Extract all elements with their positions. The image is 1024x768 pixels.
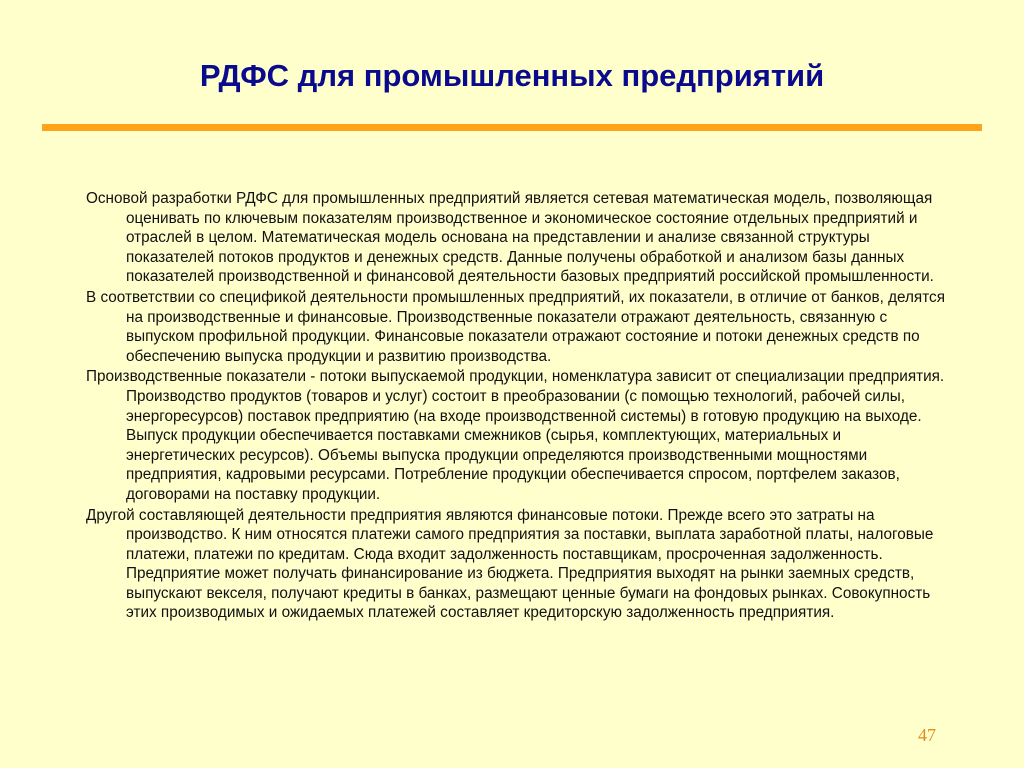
paragraph-production: Производственные показатели - потоки выпускаемой продукции, номенклатура зависит от специализации предприятия. Производство продуктов (товаров и услуг) состоит в преобразовании (с помощью технологий, рабочей силы, энергоресурсов) поставок предприятию (на входе производственной системы) в готовую продукцию на выходе. Выпуск продукции обеспечивается поставками смежников (сырья, комплектующих, материальных и энергетических ресурсов). Объемы выпуска продукции определяются производственными мощностями предприятия, кадровыми ресурсами. Потребление продукции обеспечивается спросом, портфелем заказов, договорами на поставку продукции. [86,368,945,503]
slide-body [86,189,954,623]
paragraph-finance: Другой составляющей деятельности предприятия являются финансовые потоки. Прежде всего это затраты на производство. К ним относятся платежи самого предприятия за поставки, выплата заработной платы, налоговые платежи, платежи по кредитам. Сюда входит задолженность поставщикам, просроченная задолженность. Предприятие может получать финансирование из бюджета. Предприятия выходят на рынки заемных средств, выпускают векселя, получают кредиты в банках, размещают ценные бумаги на фондовых рынках. Совокупность этих производимых и ожидаемых платежей составляет кредиторскую задолженность предприятия. [86,506,934,622]
paragraph-indicators: В соответствии со спецификой деятельности промышленных предприятий, их показатели, в отличие от банков, делятся на производственные и финансовые. Производственные показатели отражают деятельность, связанную с выпуском профильной продукции. Финансовые показатели отражают состояние и потоки денежных средств по обеспечению выпуска продукции и развитию производства. [86,288,945,365]
slide-title: РДФС для промышленных предприятий [199,58,825,93]
paragraph-basis: Основой разработки РДФС для промышленных предприятий является сетевая математическая модель, позволяющая оценивать по ключевым показателям производственное и экономическое состояние отдельных предприятий и отраслей в целом. Математическая модель основана на представлении и анализе связанной структуры показателей потоков продуктов и денежных средств. Данные получены обработкой и анализом базы данных показателей производственной и финансовой деятельности базовых предприятий российской промышленности. [86,190,934,286]
page-number: 47 [918,725,936,745]
title-divider [42,124,982,131]
